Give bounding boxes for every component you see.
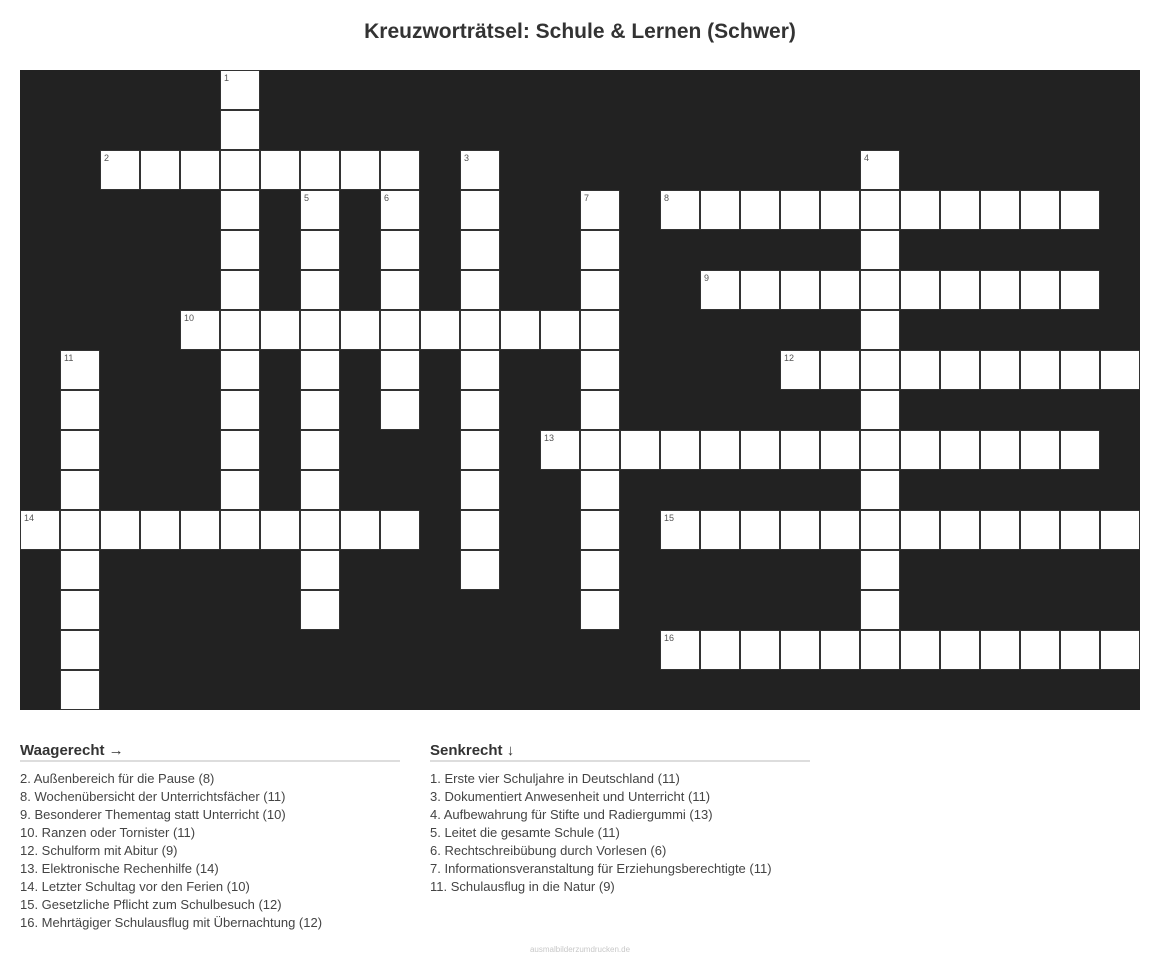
grid-cell[interactable]	[300, 150, 340, 190]
grid-cell[interactable]	[580, 270, 620, 310]
grid-cell[interactable]	[60, 350, 100, 390]
grid-cell[interactable]	[1060, 630, 1100, 670]
clue-across: 8. Wochenübersicht der Unterrichtsfächer (11)	[20, 789, 286, 804]
grid-cell[interactable]	[220, 270, 260, 310]
clue-down: 1. Erste vier Schuljahre in Deutschland (11)	[430, 771, 680, 786]
clue-down: 7. Informationsveranstaltung für Erziehungsberechtigte (11)	[430, 861, 772, 876]
grid-cell[interactable]	[740, 510, 780, 550]
grid-cell[interactable]	[220, 470, 260, 510]
cell-number: 8	[664, 193, 670, 203]
grid-cell[interactable]	[980, 630, 1020, 670]
grid-cell[interactable]	[700, 630, 740, 670]
clue-across: 16. Mehrtägiger Schulausflug mit Übernachtung (12)	[20, 915, 323, 930]
cell-number: 4	[864, 153, 870, 163]
clue-across: 14. Letzter Schultag vor den Ferien (10)	[20, 879, 250, 894]
grid-cell[interactable]	[220, 310, 260, 350]
grid-cell[interactable]	[380, 390, 420, 430]
grid-cell[interactable]	[900, 430, 940, 470]
grid-cell[interactable]	[940, 270, 980, 310]
grid-cell[interactable]	[780, 190, 820, 230]
grid-cell[interactable]	[860, 550, 900, 590]
grid-cell[interactable]	[60, 430, 100, 470]
grid-cell[interactable]	[860, 350, 900, 390]
grid-cell[interactable]	[580, 590, 620, 630]
grid-cell[interactable]	[980, 510, 1020, 550]
grid-cell[interactable]	[860, 190, 900, 230]
grid-cell[interactable]	[180, 510, 220, 550]
grid-cell[interactable]	[940, 430, 980, 470]
grid-cell[interactable]	[300, 510, 340, 550]
grid-cell[interactable]	[700, 270, 740, 310]
clue-across: 2. Außenbereich für die Pause (8)	[20, 771, 215, 786]
grid-cell[interactable]	[580, 430, 620, 470]
grid-cell[interactable]	[460, 390, 500, 430]
grid-cell[interactable]	[420, 310, 460, 350]
grid-cell[interactable]	[860, 470, 900, 510]
cell-number: 11	[64, 353, 74, 363]
grid-cell[interactable]	[580, 350, 620, 390]
clue-down: 5. Leitet die gesamte Schule (11)	[430, 825, 620, 840]
grid-cell[interactable]	[300, 310, 340, 350]
grid-cell[interactable]	[1100, 350, 1140, 390]
grid-cell[interactable]	[300, 550, 340, 590]
grid-cell[interactable]	[660, 430, 700, 470]
clue-across: 9. Besonderer Thementag statt Unterricht (10)	[20, 807, 286, 822]
grid-cell[interactable]	[860, 270, 900, 310]
grid-cell[interactable]	[380, 150, 420, 190]
grid-cell[interactable]	[1060, 350, 1100, 390]
grid-cell[interactable]	[740, 190, 780, 230]
grid-cell[interactable]	[660, 190, 700, 230]
grid-cell[interactable]	[340, 510, 380, 550]
grid-cell[interactable]	[1060, 270, 1100, 310]
grid-cell[interactable]	[300, 190, 340, 230]
grid-cell[interactable]	[220, 190, 260, 230]
grid-cell[interactable]	[980, 190, 1020, 230]
clue-across: 10. Ranzen oder Tornister (11)	[20, 825, 196, 840]
grid-cell[interactable]	[460, 270, 500, 310]
grid-cell[interactable]	[220, 390, 260, 430]
grid-cell[interactable]	[580, 190, 620, 230]
grid-cell[interactable]	[940, 350, 980, 390]
grid-cell[interactable]	[220, 430, 260, 470]
clue-down: 3. Dokumentiert Anwesenheit und Unterricht (11)	[430, 789, 711, 804]
grid-cell[interactable]	[940, 510, 980, 550]
grid-cell[interactable]	[300, 470, 340, 510]
grid-cell[interactable]	[340, 310, 380, 350]
grid-cell[interactable]	[300, 390, 340, 430]
grid-cell[interactable]	[100, 510, 140, 550]
cell-number: 12	[784, 353, 795, 363]
grid-cell[interactable]	[380, 310, 420, 350]
grid-cell[interactable]	[860, 390, 900, 430]
grid-cell[interactable]	[300, 430, 340, 470]
cell-number: 5	[304, 193, 310, 203]
grid-cell[interactable]	[980, 270, 1020, 310]
page-title: Kreuzworträtsel: Schule & Lernen (Schwer)	[364, 20, 796, 43]
grid-cell[interactable]	[580, 550, 620, 590]
grid-cell[interactable]	[340, 150, 380, 190]
grid-cell[interactable]	[60, 510, 100, 550]
grid-cell[interactable]	[700, 190, 740, 230]
grid-cell[interactable]	[620, 430, 660, 470]
cell-number: 2	[104, 153, 110, 163]
grid-cell[interactable]	[460, 430, 500, 470]
grid-cell[interactable]	[460, 550, 500, 590]
grid-cell[interactable]	[220, 510, 260, 550]
grid-cell[interactable]	[860, 430, 900, 470]
across-heading: Waagerecht →	[20, 742, 400, 762]
grid-cell[interactable]	[460, 190, 500, 230]
grid-cell[interactable]	[900, 190, 940, 230]
grid-cell[interactable]	[60, 470, 100, 510]
grid-cell[interactable]	[1020, 270, 1060, 310]
grid-cell[interactable]	[260, 510, 300, 550]
clue-down: 6. Rechtschreibübung durch Vorlesen (6)	[430, 843, 667, 858]
grid-cell[interactable]	[820, 630, 860, 670]
grid-cell[interactable]	[300, 270, 340, 310]
clue-down: 11. Schulausflug in die Natur (9)	[430, 879, 615, 894]
grid-cell[interactable]	[660, 630, 700, 670]
grid-cell[interactable]	[60, 630, 100, 670]
grid-cell[interactable]	[580, 390, 620, 430]
grid-cell[interactable]	[780, 430, 820, 470]
grid-cell[interactable]	[220, 150, 260, 190]
grid-cell[interactable]	[1100, 630, 1140, 670]
grid-cell[interactable]	[700, 510, 740, 550]
grid-cell[interactable]	[980, 430, 1020, 470]
grid-cell[interactable]	[460, 150, 500, 190]
grid-cell[interactable]	[140, 150, 180, 190]
clue-down: 4. Aufbewahrung für Stifte und Radiergummi (13)	[430, 807, 713, 822]
grid-cell[interactable]	[60, 590, 100, 630]
clue-across: 15. Gesetzliche Pflicht zum Schulbesuch (12)	[20, 897, 282, 912]
grid-cell[interactable]	[1020, 510, 1060, 550]
cell-number: 16	[664, 633, 675, 643]
grid-cell[interactable]	[860, 510, 900, 550]
grid-cell[interactable]	[820, 430, 860, 470]
grid-cell[interactable]	[380, 190, 420, 230]
grid-cell[interactable]	[60, 670, 100, 710]
cell-number: 6	[384, 193, 390, 203]
grid-cell[interactable]	[380, 270, 420, 310]
grid-cell[interactable]	[260, 150, 300, 190]
clue-across: 13. Elektronische Rechenhilfe (14)	[20, 861, 219, 876]
grid-cell[interactable]	[1060, 190, 1100, 230]
grid-cell[interactable]	[220, 110, 260, 150]
grid-cell[interactable]	[580, 310, 620, 350]
cell-number: 3	[464, 153, 470, 163]
grid-cell[interactable]	[540, 430, 580, 470]
grid-cell[interactable]	[220, 350, 260, 390]
grid-cell[interactable]	[380, 350, 420, 390]
grid-cell[interactable]	[460, 310, 500, 350]
grid-cell[interactable]	[460, 470, 500, 510]
cell-number: 10	[184, 313, 195, 323]
cell-number: 14	[24, 513, 35, 523]
grid-cell[interactable]	[220, 70, 260, 110]
crossword-grid	[20, 70, 1140, 710]
grid-cell[interactable]	[900, 270, 940, 310]
grid-cell[interactable]	[380, 510, 420, 550]
grid-cell[interactable]	[780, 510, 820, 550]
grid-cell[interactable]	[740, 430, 780, 470]
grid-cell[interactable]	[60, 390, 100, 430]
grid-cell[interactable]	[220, 230, 260, 270]
grid-cell[interactable]	[180, 310, 220, 350]
grid-cell[interactable]	[60, 550, 100, 590]
grid-cell[interactable]	[700, 430, 740, 470]
grid-cell[interactable]	[780, 350, 820, 390]
grid-cell[interactable]	[300, 230, 340, 270]
across-clues	[20, 742, 400, 932]
grid-cell[interactable]	[500, 310, 540, 350]
grid-cell[interactable]	[300, 590, 340, 630]
grid-cell[interactable]	[740, 630, 780, 670]
grid-cell[interactable]	[820, 270, 860, 310]
grid-cell[interactable]	[860, 630, 900, 670]
grid-cell[interactable]	[300, 350, 340, 390]
grid-cell[interactable]	[1060, 430, 1100, 470]
grid-cell[interactable]	[900, 630, 940, 670]
cell-number: 13	[544, 433, 555, 443]
grid-cell[interactable]	[580, 470, 620, 510]
grid-cell[interactable]	[180, 150, 220, 190]
clue-across: 12. Schulform mit Abitur (9)	[20, 843, 178, 858]
grid-cell[interactable]	[140, 510, 180, 550]
grid-cell[interactable]	[540, 310, 580, 350]
grid-cell[interactable]	[820, 350, 860, 390]
grid-cell[interactable]	[1020, 190, 1060, 230]
grid-cell[interactable]	[580, 510, 620, 550]
grid-cell[interactable]	[20, 510, 60, 550]
grid-cell[interactable]	[460, 230, 500, 270]
grid-cell[interactable]	[780, 630, 820, 670]
grid-cell[interactable]	[1020, 350, 1060, 390]
grid-cell[interactable]	[940, 190, 980, 230]
grid-cell[interactable]	[580, 230, 620, 270]
footer-credit: ausmalbilderzumdrucken.de	[529, 945, 631, 954]
cell-number: 15	[664, 513, 675, 523]
grid-cell[interactable]	[820, 190, 860, 230]
grid-cell[interactable]	[900, 350, 940, 390]
cell-number: 9	[704, 273, 710, 283]
grid-cell[interactable]	[940, 630, 980, 670]
grid-cell[interactable]	[460, 350, 500, 390]
grid-cell[interactable]	[860, 590, 900, 630]
grid-cell[interactable]	[820, 510, 860, 550]
grid-cell[interactable]	[980, 350, 1020, 390]
grid-cell[interactable]	[1100, 510, 1140, 550]
grid-cell[interactable]	[1020, 630, 1060, 670]
down-clues	[430, 742, 810, 896]
grid-cell[interactable]	[260, 310, 300, 350]
grid-cell[interactable]	[780, 270, 820, 310]
grid-cell[interactable]	[860, 150, 900, 190]
grid-cell[interactable]	[900, 510, 940, 550]
grid-cell[interactable]	[660, 510, 700, 550]
cell-number: 1	[224, 73, 230, 83]
grid-cell[interactable]	[1020, 430, 1060, 470]
grid-cell[interactable]	[860, 310, 900, 350]
grid-cell[interactable]	[860, 230, 900, 270]
grid-cell[interactable]	[460, 510, 500, 550]
grid-cell[interactable]	[740, 270, 780, 310]
grid-cell[interactable]	[380, 230, 420, 270]
down-heading: Senkrecht ↓	[430, 742, 810, 762]
grid-cell[interactable]	[1060, 510, 1100, 550]
grid-cell[interactable]	[100, 150, 140, 190]
cell-number: 7	[584, 193, 590, 203]
